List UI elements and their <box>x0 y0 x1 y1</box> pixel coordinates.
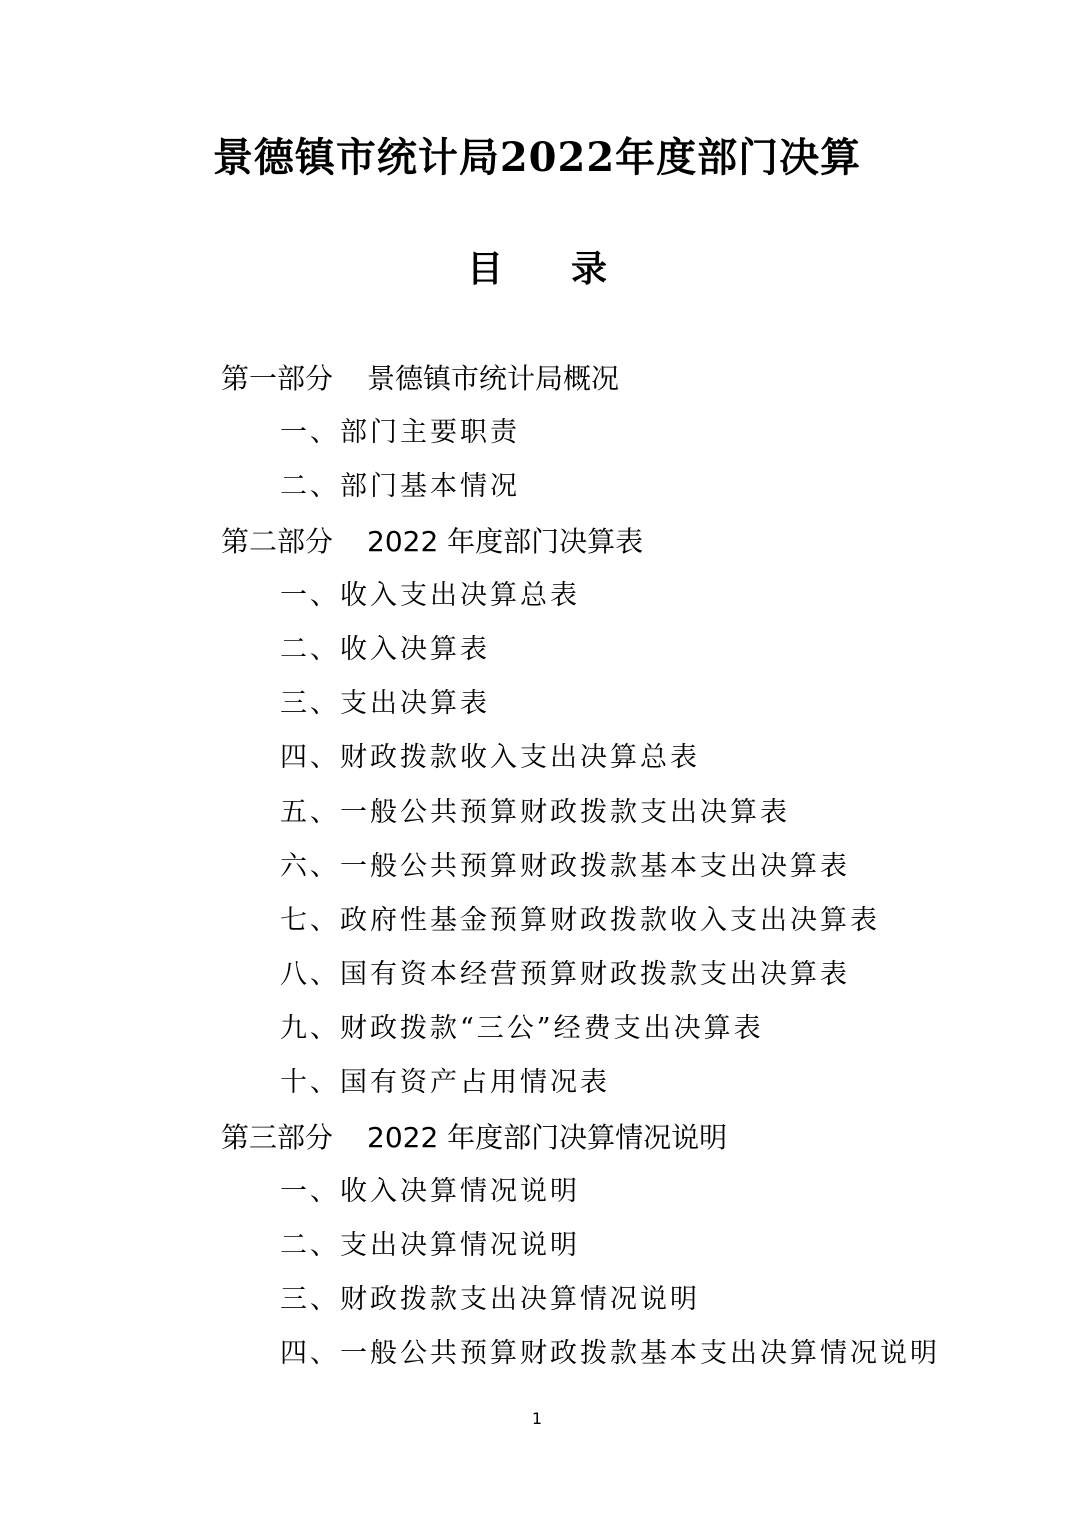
toc-part-1 <box>221 352 981 406</box>
toc-item: 七、政府性基金预算财政拨款收入支出决算表 <box>280 904 880 936</box>
toc-heading: 目录 <box>466 248 675 290</box>
toc-item: 十、国有资产占用情况表 <box>280 1067 610 1099</box>
document-title: 景德镇市统计局2022年度部门决算 <box>212 134 862 181</box>
toc-item: 一、收入支出决算总表 <box>280 579 580 611</box>
toc-part-title: 2022 年度部门决算情况说明 <box>367 1120 728 1154</box>
toc-item: 四、财政拨款收入支出决算总表 <box>280 742 700 774</box>
page-number: 1 <box>531 1409 543 1428</box>
toc-part-number: 第二部分 <box>221 524 334 558</box>
toc-item: 四、一般公共预算财政拨款基本支出决算情况说明 <box>280 1338 940 1370</box>
toc-item: 六、一般公共预算财政拨款基本支出决算表 <box>280 850 850 882</box>
toc-item: 一、收入决算情况说明 <box>280 1175 580 1207</box>
toc-item: 一、部门主要职责 <box>280 417 520 449</box>
toc-item: 二、收入决算表 <box>280 633 490 665</box>
toc-item: 五、一般公共预算财政拨款支出决算表 <box>280 796 790 828</box>
toc-part-number: 第一部分 <box>221 362 334 395</box>
toc-item: 八、国有资本经营预算财政拨款支出决算表 <box>280 959 850 991</box>
toc-part-title: 景德镇市统计局概况 <box>367 362 620 395</box>
toc-item: 二、支出决算情况说明 <box>280 1230 580 1261</box>
toc-item: 三、财政拨款支出决算情况说明 <box>280 1284 700 1316</box>
toc-part-2 <box>221 515 981 569</box>
toc-part-number: 第三部分 <box>221 1120 334 1154</box>
toc-part-3 <box>221 1111 981 1165</box>
toc-item: 二、部门基本情况 <box>280 471 520 503</box>
table-of-contents <box>221 352 981 1382</box>
toc-item: 九、财政拨款“三公”经费支出决算表 <box>280 1013 764 1045</box>
toc-part-title: 2022 年度部门决算表 <box>367 524 644 558</box>
toc-item: 三、支出决算表 <box>280 688 490 720</box>
